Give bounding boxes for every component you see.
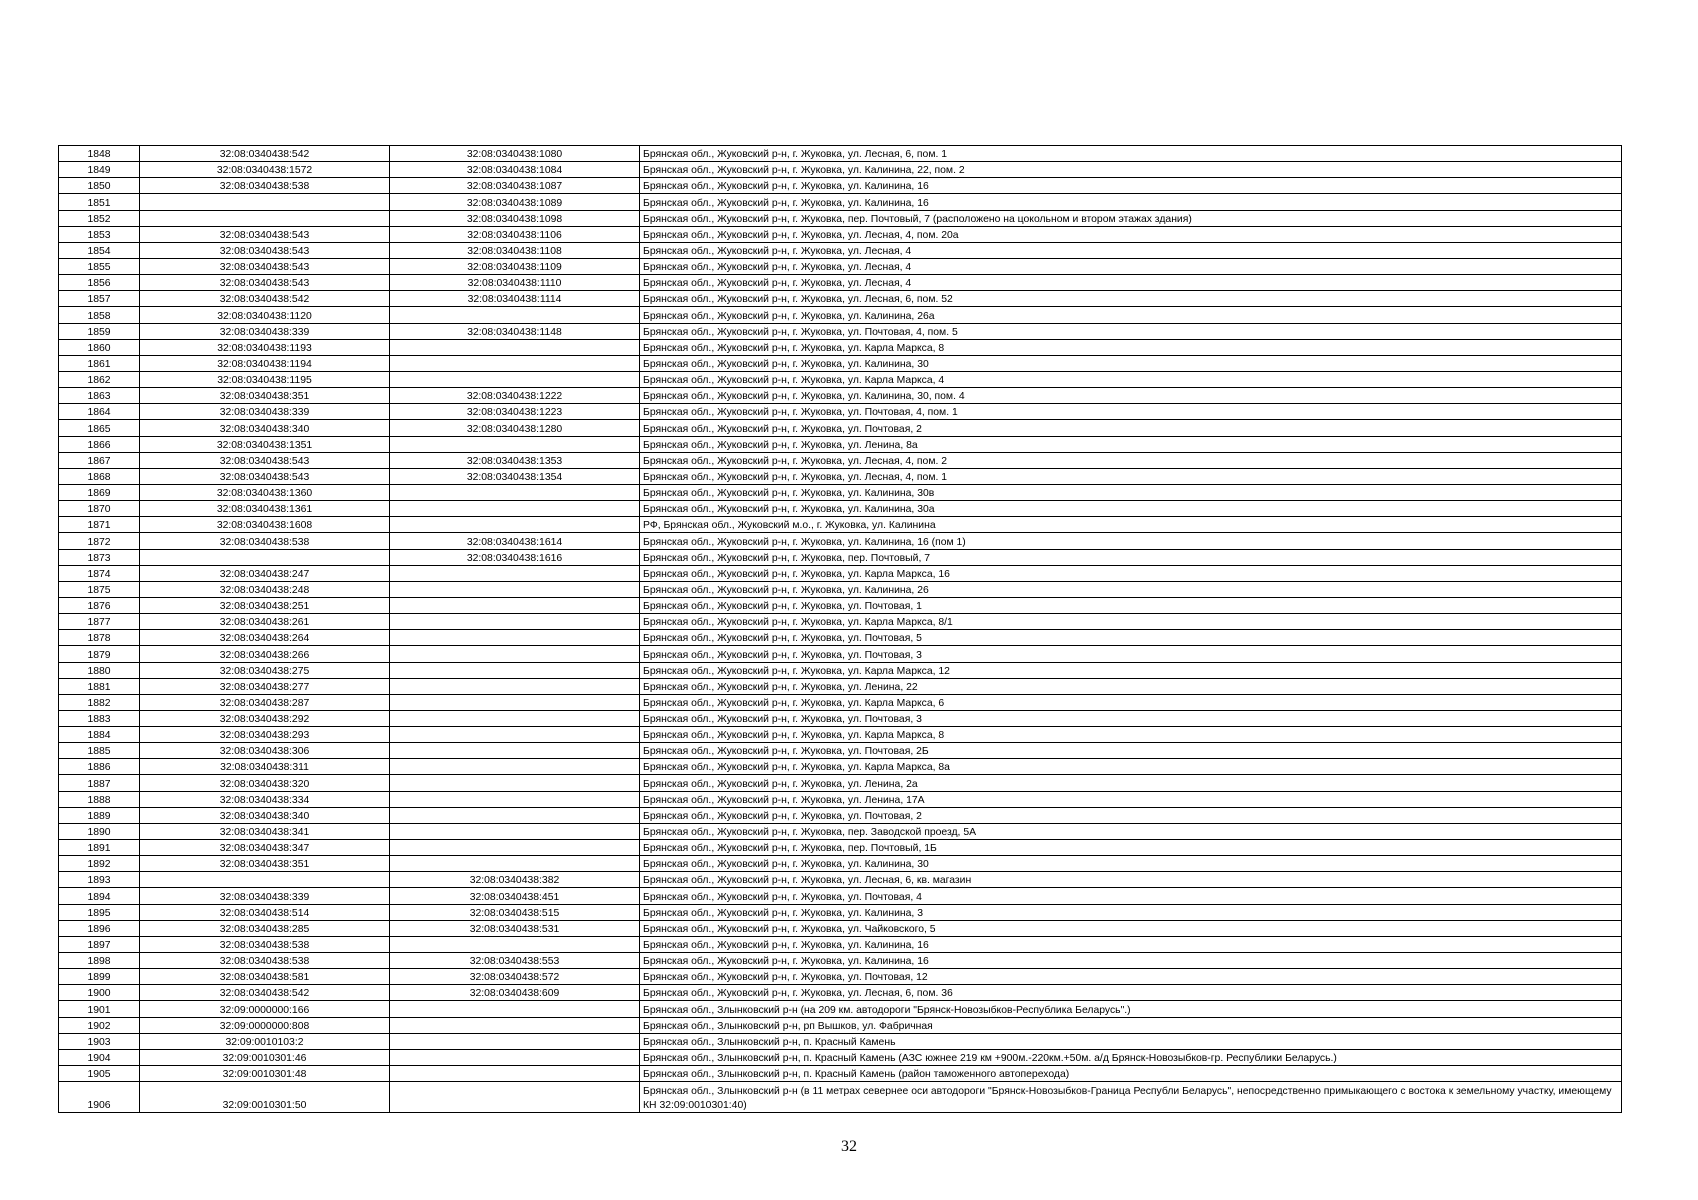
building-number-cell (390, 694, 640, 710)
address-cell: Брянская обл., Жуковский р-н, г. Жуковка, ул. Карла Маркса, 8/1 (640, 614, 1622, 630)
address-cell: Брянская обл., Жуковский р-н, г. Жуковка, пер. Почтовый, 7 (расположено на цокольном и втором этажах здания) (640, 210, 1622, 226)
table-row (59, 985, 1622, 1001)
land-parcel-number-cell: 32:08:0340438:248 (140, 581, 390, 597)
address-cell: Брянская обл., Жуковский р-н, г. Жуковка, ул. Почтовая, 4, пом. 1 (640, 404, 1622, 420)
address-cell: Брянская обл., Жуковский р-н, г. Жуковка, ул. Лесная, 4, пом. 20а (640, 226, 1622, 242)
land-parcel-number-cell: 32:08:0340438:261 (140, 614, 390, 630)
table-row (59, 856, 1622, 872)
address-cell: Брянская обл., Жуковский р-н, г. Жуковка, ул. Калинина, 16 (640, 194, 1622, 210)
row-number-cell: 1864 (59, 404, 140, 420)
page-number: 32 (841, 1138, 857, 1155)
land-parcel-number-cell: 32:08:0340438:287 (140, 694, 390, 710)
address-cell: Брянская обл., Злынковский р-н, п. Красный Камень (640, 1033, 1622, 1049)
address-cell: Брянская обл., Жуковский р-н, г. Жуковка, ул. Лесная, 6, пом. 52 (640, 291, 1622, 307)
row-number-cell: 1853 (59, 226, 140, 242)
land-parcel-number-cell: 32:08:0340438:542 (140, 291, 390, 307)
building-number-cell (390, 614, 640, 630)
land-parcel-number-cell: 32:08:0340438:1608 (140, 517, 390, 533)
row-number-cell: 1882 (59, 694, 140, 710)
table-row (59, 162, 1622, 178)
address-cell: Брянская обл., Жуковский р-н, г. Жуковка, ул. Карла Маркса, 6 (640, 694, 1622, 710)
land-parcel-number-cell: 32:08:0340438:1572 (140, 162, 390, 178)
land-parcel-number-cell: 32:08:0340438:339 (140, 888, 390, 904)
building-number-cell: 32:08:0340438:553 (390, 953, 640, 969)
address-cell: Брянская обл., Злынковский р-н (на 209 км. автодороги "Брянск-Новозыбков-Республика Беларусь".) (640, 1001, 1622, 1017)
table-row (59, 920, 1622, 936)
table-row (59, 501, 1622, 517)
address-cell: Брянская обл., Жуковский р-н, г. Жуковка, пер. Почтовый, 7 (640, 549, 1622, 565)
land-parcel-number-cell: 32:08:0340438:351 (140, 856, 390, 872)
address-cell: Брянская обл., Жуковский р-н, г. Жуковка, ул. Калинина, 16 (пом 1) (640, 533, 1622, 549)
row-number-cell: 1902 (59, 1017, 140, 1033)
land-parcel-number-cell: 32:08:0340438:1193 (140, 339, 390, 355)
table-row (59, 517, 1622, 533)
table-row (59, 565, 1622, 581)
building-number-cell: 32:08:0340438:1109 (390, 258, 640, 274)
table-row (59, 743, 1622, 759)
land-parcel-number-cell: 32:08:0340438:339 (140, 323, 390, 339)
table-row (59, 194, 1622, 210)
land-parcel-number-cell: 32:08:0340438:277 (140, 678, 390, 694)
row-number-cell: 1906 (59, 1082, 140, 1113)
table-row (59, 533, 1622, 549)
table-row (59, 1001, 1622, 1017)
land-parcel-number-cell: 32:09:0000000:166 (140, 1001, 390, 1017)
land-parcel-number-cell: 32:08:0340438:275 (140, 662, 390, 678)
building-number-cell (390, 823, 640, 839)
building-number-cell (390, 339, 640, 355)
address-cell: Брянская обл., Жуковский р-н, г. Жуковка, пер. Почтовый, 1Б (640, 840, 1622, 856)
row-number-cell: 1859 (59, 323, 140, 339)
land-parcel-number-cell: 32:09:0010301:48 (140, 1066, 390, 1082)
land-parcel-number-cell: 32:08:0340438:542 (140, 985, 390, 1001)
table-row (59, 791, 1622, 807)
row-number-cell: 1861 (59, 355, 140, 371)
land-parcel-number-cell: 32:09:0010301:50 (140, 1082, 390, 1113)
land-parcel-number-cell: 32:09:0010103:2 (140, 1033, 390, 1049)
row-number-cell: 1894 (59, 888, 140, 904)
building-number-cell: 32:08:0340438:1110 (390, 275, 640, 291)
row-number-cell: 1895 (59, 904, 140, 920)
land-parcel-number-cell: 32:08:0340438:543 (140, 275, 390, 291)
table-row (59, 936, 1622, 952)
row-number-cell: 1905 (59, 1066, 140, 1082)
row-number-cell: 1881 (59, 678, 140, 694)
address-cell: Брянская обл., Жуковский р-н, г. Жуковка, ул. Почтовая, 4, пом. 5 (640, 323, 1622, 339)
address-cell: Брянская обл., Жуковский р-н, г. Жуковка, ул. Карла Маркса, 4 (640, 371, 1622, 387)
table-row (59, 275, 1622, 291)
row-number-cell: 1852 (59, 210, 140, 226)
row-number-cell: 1886 (59, 759, 140, 775)
land-parcel-number-cell (140, 210, 390, 226)
address-cell: Брянская обл., Жуковский р-н, г. Жуковка, ул. Карла Маркса, 8 (640, 727, 1622, 743)
land-parcel-number-cell: 32:08:0340438:251 (140, 597, 390, 613)
row-number-cell: 1889 (59, 807, 140, 823)
table-row (59, 210, 1622, 226)
row-number-cell: 1875 (59, 581, 140, 597)
table-row (59, 549, 1622, 565)
land-parcel-number-cell: 32:08:0340438:581 (140, 969, 390, 985)
table-row (59, 436, 1622, 452)
row-number-cell: 1862 (59, 371, 140, 387)
building-number-cell (390, 646, 640, 662)
row-number-cell: 1890 (59, 823, 140, 839)
row-number-cell: 1867 (59, 452, 140, 468)
building-number-cell (390, 1033, 640, 1049)
row-number-cell: 1896 (59, 920, 140, 936)
address-cell: Брянская обл., Жуковский р-н, г. Жуковка, ул. Карла Маркса, 8 (640, 339, 1622, 355)
row-number-cell: 1878 (59, 630, 140, 646)
row-number-cell: 1873 (59, 549, 140, 565)
address-cell: Брянская обл., Жуковский р-н, г. Жуковка, ул. Карла Маркса, 8а (640, 759, 1622, 775)
row-number-cell: 1872 (59, 533, 140, 549)
land-parcel-number-cell: 32:08:0340438:543 (140, 258, 390, 274)
building-number-cell (390, 662, 640, 678)
row-number-cell: 1892 (59, 856, 140, 872)
building-number-cell: 32:08:0340438:572 (390, 969, 640, 985)
table-row (59, 953, 1622, 969)
land-parcel-number-cell: 32:08:0340438:543 (140, 242, 390, 258)
land-parcel-number-cell: 32:08:0340438:1351 (140, 436, 390, 452)
land-parcel-number-cell: 32:08:0340438:543 (140, 452, 390, 468)
address-cell: Брянская обл., Жуковский р-н, г. Жуковка, ул. Лесная, 4 (640, 258, 1622, 274)
building-number-cell: 32:08:0340438:1148 (390, 323, 640, 339)
address-cell: Брянская обл., Жуковский р-н, г. Жуковка, ул. Почтовая, 5 (640, 630, 1622, 646)
building-number-cell (390, 743, 640, 759)
building-number-cell (390, 1082, 640, 1113)
building-number-cell: 32:08:0340438:1222 (390, 388, 640, 404)
land-parcel-number-cell: 32:08:0340438:306 (140, 743, 390, 759)
address-cell: Брянская обл., Жуковский р-н, г. Жуковка, ул. Лесная, 6, пом. 1 (640, 146, 1622, 162)
row-number-cell: 1857 (59, 291, 140, 307)
table-row (59, 694, 1622, 710)
land-parcel-number-cell: 32:08:0340438:340 (140, 807, 390, 823)
table-row (59, 969, 1622, 985)
address-cell: Брянская обл., Жуковский р-н, г. Жуковка, ул. Карла Маркса, 12 (640, 662, 1622, 678)
row-number-cell: 1855 (59, 258, 140, 274)
row-number-cell: 1899 (59, 969, 140, 985)
building-number-cell (390, 565, 640, 581)
land-parcel-number-cell: 32:09:0010301:46 (140, 1049, 390, 1065)
land-parcel-number-cell: 32:08:0340438:293 (140, 727, 390, 743)
address-cell: Брянская обл., Жуковский р-н, г. Жуковка, ул. Калинина, 16 (640, 936, 1622, 952)
building-number-cell: 32:08:0340438:1614 (390, 533, 640, 549)
building-number-cell (390, 307, 640, 323)
table-row (59, 339, 1622, 355)
address-cell: Брянская обл., Злынковский р-н (в 11 метрах севернее оси автодороги "Брянск-Новозыбков-Граница Республи Беларусь", непосредственно примыкающего с востока к земельному участку, имеющему КН 32:09:0010301:40) (640, 1082, 1622, 1113)
address-cell: Брянская обл., Жуковский р-н, г. Жуковка, ул. Калинина, 26а (640, 307, 1622, 323)
address-cell: Брянская обл., Жуковский р-н, г. Жуковка, ул. Лесная, 4, пом. 1 (640, 468, 1622, 484)
land-parcel-number-cell: 32:08:0340438:292 (140, 710, 390, 726)
table-row (59, 452, 1622, 468)
address-cell: Брянская обл., Жуковский р-н, г. Жуковка, ул. Почтовая, 2 (640, 420, 1622, 436)
row-number-cell: 1866 (59, 436, 140, 452)
row-number-cell: 1897 (59, 936, 140, 952)
row-number-cell: 1865 (59, 420, 140, 436)
address-cell: Брянская обл., Жуковский р-н, г. Жуковка, ул. Лесная, 6, пом. 36 (640, 985, 1622, 1001)
land-parcel-number-cell: 32:08:0340438:514 (140, 904, 390, 920)
table-row (59, 178, 1622, 194)
table-row (59, 662, 1622, 678)
address-cell: Брянская обл., Жуковский р-н, г. Жуковка, ул. Почтовая, 3 (640, 646, 1622, 662)
building-number-cell (390, 1049, 640, 1065)
address-cell: Брянская обл., Жуковский р-н, г. Жуковка, ул. Калинина, 16 (640, 178, 1622, 194)
table-row (59, 1082, 1622, 1113)
row-number-cell: 1904 (59, 1049, 140, 1065)
land-parcel-number-cell: 32:08:0340438:543 (140, 226, 390, 242)
address-cell: Брянская обл., Жуковский р-н, г. Жуковка, ул. Лесная, 4, пом. 2 (640, 452, 1622, 468)
land-parcel-number-cell: 32:08:0340438:339 (140, 404, 390, 420)
address-cell: Брянская обл., Жуковский р-н, г. Жуковка, ул. Почтовая, 2Б (640, 743, 1622, 759)
building-number-cell (390, 840, 640, 856)
building-number-cell (390, 856, 640, 872)
building-number-cell: 32:08:0340438:609 (390, 985, 640, 1001)
address-cell: Брянская обл., Жуковский р-н, г. Жуковка, ул. Ленина, 22 (640, 678, 1622, 694)
building-number-cell: 32:08:0340438:1280 (390, 420, 640, 436)
building-number-cell: 32:08:0340438:1087 (390, 178, 640, 194)
land-parcel-number-cell: 32:08:0340438:1360 (140, 484, 390, 500)
table-row (59, 323, 1622, 339)
table-row (59, 614, 1622, 630)
cadastral-table-body (59, 146, 1622, 1113)
building-number-cell: 32:08:0340438:1080 (390, 146, 640, 162)
row-number-cell: 1888 (59, 791, 140, 807)
land-parcel-number-cell: 32:09:0000000:808 (140, 1017, 390, 1033)
table-row (59, 678, 1622, 694)
table-row (59, 775, 1622, 791)
table-row (59, 710, 1622, 726)
table-row (59, 904, 1622, 920)
land-parcel-number-cell: 32:08:0340438:1120 (140, 307, 390, 323)
address-cell: Брянская обл., Жуковский р-н, г. Жуковка, ул. Калинина, 16 (640, 953, 1622, 969)
row-number-cell: 1891 (59, 840, 140, 856)
table-row (59, 888, 1622, 904)
row-number-cell: 1860 (59, 339, 140, 355)
land-parcel-number-cell: 32:08:0340438:538 (140, 533, 390, 549)
building-number-cell (390, 1017, 640, 1033)
land-parcel-number-cell: 32:08:0340438:1361 (140, 501, 390, 517)
row-number-cell: 1884 (59, 727, 140, 743)
address-cell: Брянская обл., Жуковский р-н, г. Жуковка, ул. Калинина, 30 (640, 355, 1622, 371)
row-number-cell: 1883 (59, 710, 140, 726)
building-number-cell (390, 759, 640, 775)
land-parcel-number-cell: 32:08:0340438:320 (140, 775, 390, 791)
building-number-cell: 32:08:0340438:1223 (390, 404, 640, 420)
building-number-cell (390, 1066, 640, 1082)
building-number-cell: 32:08:0340438:451 (390, 888, 640, 904)
address-cell: Брянская обл., Жуковский р-н, г. Жуковка, ул. Чайковского, 5 (640, 920, 1622, 936)
building-number-cell: 32:08:0340438:382 (390, 872, 640, 888)
row-number-cell: 1874 (59, 565, 140, 581)
building-number-cell: 32:08:0340438:531 (390, 920, 640, 936)
row-number-cell: 1893 (59, 872, 140, 888)
land-parcel-number-cell: 32:08:0340438:1195 (140, 371, 390, 387)
building-number-cell (390, 807, 640, 823)
building-number-cell (390, 710, 640, 726)
table-row (59, 291, 1622, 307)
row-number-cell: 1870 (59, 501, 140, 517)
table-row (59, 872, 1622, 888)
table-row (59, 484, 1622, 500)
land-parcel-number-cell: 32:08:0340438:264 (140, 630, 390, 646)
table-row (59, 226, 1622, 242)
row-number-cell: 1887 (59, 775, 140, 791)
building-number-cell (390, 791, 640, 807)
land-parcel-number-cell: 32:08:0340438:347 (140, 840, 390, 856)
address-cell: Брянская обл., Жуковский р-н, г. Жуковка, ул. Почтовая, 1 (640, 597, 1622, 613)
table-row (59, 581, 1622, 597)
building-number-cell (390, 1001, 640, 1017)
land-parcel-number-cell: 32:08:0340438:543 (140, 468, 390, 484)
building-number-cell (390, 597, 640, 613)
row-number-cell: 1900 (59, 985, 140, 1001)
row-number-cell: 1858 (59, 307, 140, 323)
land-parcel-number-cell (140, 872, 390, 888)
address-cell: Брянская обл., Жуковский р-н, г. Жуковка, ул. Лесная, 4 (640, 242, 1622, 258)
table-row (59, 597, 1622, 613)
address-cell: Брянская обл., Жуковский р-н, г. Жуковка, ул. Почтовая, 3 (640, 710, 1622, 726)
building-number-cell (390, 355, 640, 371)
land-parcel-number-cell: 32:08:0340438:311 (140, 759, 390, 775)
table-row (59, 1066, 1622, 1082)
land-parcel-number-cell (140, 549, 390, 565)
table-row (59, 307, 1622, 323)
table-row (59, 371, 1622, 387)
row-number-cell: 1850 (59, 178, 140, 194)
row-number-cell: 1854 (59, 242, 140, 258)
address-cell: РФ, Брянская обл., Жуковский м.о., г. Жуковка, ул. Калинина (640, 517, 1622, 533)
building-number-cell: 32:08:0340438:1616 (390, 549, 640, 565)
row-number-cell: 1849 (59, 162, 140, 178)
table-row (59, 1033, 1622, 1049)
land-parcel-number-cell: 32:08:0340438:538 (140, 178, 390, 194)
building-number-cell: 32:08:0340438:1106 (390, 226, 640, 242)
land-parcel-number-cell: 32:08:0340438:334 (140, 791, 390, 807)
table-row (59, 1017, 1622, 1033)
building-number-cell (390, 936, 640, 952)
row-number-cell: 1885 (59, 743, 140, 759)
address-cell: Брянская обл., Злынковский р-н, рп Вышков, ул. Фабричная (640, 1017, 1622, 1033)
row-number-cell: 1868 (59, 468, 140, 484)
building-number-cell (390, 501, 640, 517)
address-cell: Брянская обл., Жуковский р-н, г. Жуковка, ул. Почтовая, 2 (640, 807, 1622, 823)
row-number-cell: 1880 (59, 662, 140, 678)
row-number-cell: 1898 (59, 953, 140, 969)
land-parcel-number-cell: 32:08:0340438:538 (140, 953, 390, 969)
address-cell: Брянская обл., Жуковский р-н, г. Жуковка, ул. Калинина, 30в (640, 484, 1622, 500)
row-number-cell: 1863 (59, 388, 140, 404)
building-number-cell (390, 371, 640, 387)
building-number-cell: 32:08:0340438:1084 (390, 162, 640, 178)
address-cell: Брянская обл., Жуковский р-н, г. Жуковка, ул. Калинина, 3 (640, 904, 1622, 920)
row-number-cell: 1871 (59, 517, 140, 533)
address-cell: Брянская обл., Жуковский р-н, г. Жуковка, ул. Лесная, 6, кв. магазин (640, 872, 1622, 888)
land-parcel-number-cell: 32:08:0340438:542 (140, 146, 390, 162)
table-row (59, 807, 1622, 823)
row-number-cell: 1876 (59, 597, 140, 613)
land-parcel-number-cell: 32:08:0340438:1194 (140, 355, 390, 371)
building-number-cell (390, 436, 640, 452)
row-number-cell: 1901 (59, 1001, 140, 1017)
building-number-cell: 32:08:0340438:1114 (390, 291, 640, 307)
building-number-cell: 32:08:0340438:1353 (390, 452, 640, 468)
address-cell: Брянская обл., Злынковский р-н, п. Красный Камень (район таможенного автоперехода) (640, 1066, 1622, 1082)
land-parcel-number-cell: 32:08:0340438:341 (140, 823, 390, 839)
table-row (59, 840, 1622, 856)
address-cell: Брянская обл., Жуковский р-н, г. Жуковка, ул. Ленина, 2а (640, 775, 1622, 791)
table-row (59, 258, 1622, 274)
table-row (59, 355, 1622, 371)
address-cell: Брянская обл., Жуковский р-н, г. Жуковка, ул. Почтовая, 12 (640, 969, 1622, 985)
land-parcel-number-cell: 32:08:0340438:351 (140, 388, 390, 404)
building-number-cell (390, 727, 640, 743)
address-cell: Брянская обл., Жуковский р-н, г. Жуковка, ул. Почтовая, 4 (640, 888, 1622, 904)
land-parcel-number-cell: 32:08:0340438:247 (140, 565, 390, 581)
land-parcel-number-cell: 32:08:0340438:266 (140, 646, 390, 662)
row-number-cell: 1877 (59, 614, 140, 630)
table-row (59, 388, 1622, 404)
building-number-cell (390, 630, 640, 646)
building-number-cell (390, 484, 640, 500)
address-cell: Брянская обл., Жуковский р-н, г. Жуковка, ул. Карла Маркса, 16 (640, 565, 1622, 581)
address-cell: Брянская обл., Жуковский р-н, г. Жуковка, ул. Ленина, 17А (640, 791, 1622, 807)
row-number-cell: 1848 (59, 146, 140, 162)
address-cell: Брянская обл., Жуковский р-н, г. Жуковка, ул. Калинина, 30 (640, 856, 1622, 872)
table-row (59, 404, 1622, 420)
table-row (59, 727, 1622, 743)
building-number-cell: 32:08:0340438:1108 (390, 242, 640, 258)
address-cell: Брянская обл., Жуковский р-н, г. Жуковка, ул. Калинина, 26 (640, 581, 1622, 597)
building-number-cell (390, 581, 640, 597)
table-row (59, 146, 1622, 162)
land-parcel-number-cell: 32:08:0340438:538 (140, 936, 390, 952)
address-cell: Брянская обл., Жуковский р-н, г. Жуковка, пер. Заводской проезд, 5А (640, 823, 1622, 839)
land-parcel-number-cell: 32:08:0340438:340 (140, 420, 390, 436)
table-row (59, 630, 1622, 646)
building-number-cell (390, 678, 640, 694)
table-row (59, 823, 1622, 839)
building-number-cell: 32:08:0340438:515 (390, 904, 640, 920)
row-number-cell: 1869 (59, 484, 140, 500)
address-cell: Брянская обл., Жуковский р-н, г. Жуковка, ул. Лесная, 4 (640, 275, 1622, 291)
building-number-cell (390, 517, 640, 533)
land-parcel-number-cell: 32:08:0340438:285 (140, 920, 390, 936)
cadastral-table (58, 145, 1622, 1113)
row-number-cell: 1903 (59, 1033, 140, 1049)
building-number-cell: 32:08:0340438:1089 (390, 194, 640, 210)
address-cell: Брянская обл., Злынковский р-н, п. Красный Камень (АЗС южнее 219 км +900м.-220км.+50м. а/д Брянск-Новозыбков-гр. Республики Беларусь.) (640, 1049, 1622, 1065)
address-cell: Брянская обл., Жуковский р-н, г. Жуковка, ул. Калинина, 22, пом. 2 (640, 162, 1622, 178)
building-number-cell (390, 775, 640, 791)
address-cell: Брянская обл., Жуковский р-н, г. Жуковка, ул. Калинина, 30, пом. 4 (640, 388, 1622, 404)
table-row (59, 242, 1622, 258)
table-row (59, 468, 1622, 484)
table-row (59, 646, 1622, 662)
table-row (59, 420, 1622, 436)
land-parcel-number-cell (140, 194, 390, 210)
building-number-cell: 32:08:0340438:1354 (390, 468, 640, 484)
table-row (59, 759, 1622, 775)
row-number-cell: 1851 (59, 194, 140, 210)
address-cell: Брянская обл., Жуковский р-н, г. Жуковка, ул. Ленина, 8а (640, 436, 1622, 452)
address-cell: Брянская обл., Жуковский р-н, г. Жуковка, ул. Калинина, 30а (640, 501, 1622, 517)
row-number-cell: 1879 (59, 646, 140, 662)
building-number-cell: 32:08:0340438:1098 (390, 210, 640, 226)
table-row (59, 1049, 1622, 1065)
row-number-cell: 1856 (59, 275, 140, 291)
